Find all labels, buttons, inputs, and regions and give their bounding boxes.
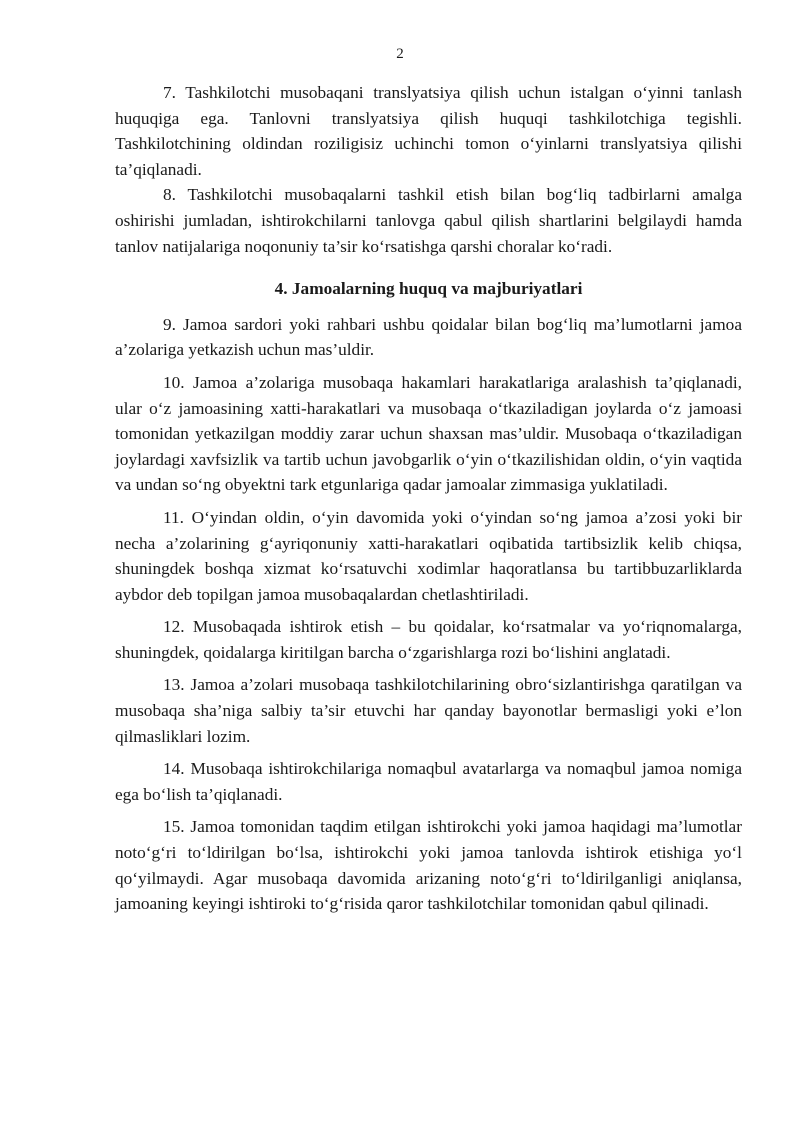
paragraph-9: 9. Jamoa sardori yoki rahbari ushbu qoidalar bilan bog‘liq ma’lumotlarni jamoa a’zolariga yetkazish uchun mas’uldir.: [115, 314, 742, 360]
paragraph-7: 7. Tashkilotchi musobaqani translyatsiya qilish uchun istalgan o‘yinni tanlash huquqiga ega. Tanlovni translyatsiya qilish huquqi tashkilotchiga tegishli. Tashkilotchining oldindan roziligisiz uchinchi tomon o‘yinlarni translyatsiya qilishi ta’qiqlanadi.: [115, 83, 742, 179]
paragraph-10: 10. Jamoa a’zolariga musobaqa hakamlari harakatlariga aralashish ta’qiqlanadi, ular o‘z jamoasining xatti-harakatlari va musobaqa o‘tkaziladigan joylarda o‘z jamoasi tomonidan yetkazilgan moddiy zarar uchun shaxsan mas’uldir. Musobaqa o‘tkaziladigan joylardagi xavfsizlik va tartib uchun javobgarlik o‘yin o‘tkazilishidan oldin, o‘yin vaqtida va undan so‘ng obyektni tark etgunlariga qadar jamoalar zimmasiga yuklatiladi.: [115, 372, 742, 495]
paragraph-12: 12. Musobaqada ishtirok etish – bu qoidalar, ko‘rsatmalar va yo‘riqnomalarga, shuningdek, qoidalarga kiritilgan barcha o‘zgarishlarga rozi bo‘lishini anglatadi.: [115, 617, 742, 662]
section-heading: 4. Jamoalarning huquq va majburiyatlari: [274, 279, 583, 299]
page-number: 2: [396, 46, 404, 62]
paragraph-11: 11. O‘yindan oldin, o‘yin davomida yoki o‘yindan so‘ng jamoa a’zosi yoki bir necha a’zolarining g‘ayriqonuniy xatti-harakatlari oqibatida tartibsizlik kelib chiqsa, shuningdek boshqa xizmat ko‘rsatuvchi xodimlar haqoratlansa bu tartibbuzarliklarda aybdor deb topilgan jamoa musobaqalardan chetlashtiriladi.: [115, 507, 742, 604]
document-body: [115, 80, 742, 917]
paragraph-15: 15. Jamoa tomonidan taqdim etilgan ishtirokchi yoki jamoa haqidagi ma’lumotlar noto‘g‘ri to‘ldirilgan bo‘lsa, ishtirokchi yoki jamoa tanlovda ishtirok etishiga yo‘l qo‘yilmaydi. Agar musobaqa davomida arizaning noto‘g‘ri to‘ldirilganligi aniqlansa, jamoaning keyingi ishtiroki to‘g‘risida qaror tashkilotchilar tomonidan qabul qilinadi.: [115, 817, 742, 914]
paragraph-8: 8. Tashkilotchi musobaqalarni tashkil etish bilan bog‘liq tadbirlarni amalga oshirishi jumladan, ishtirokchilarni tanlovga qabul qilish shartlarini belgilaydi hamda tanlov natijalariga noqonuniy ta’sir ko‘rsatishga qarshi choralar ko‘radi.: [115, 185, 742, 256]
paragraph-14: 14. Musobaqa ishtirokchilariga nomaqbul avatarlarga va nomaqbul jamoa nomiga ega bo‘lish ta’qiqlanadi.: [115, 759, 742, 804]
paragraph-13: 13. Jamoa a’zolari musobaqa tashkilotchilarining obro‘sizlantirishga qaratilgan va musobaqa sha’niga salbiy ta’sir etuvchi har qanday bayonotlar bermasligi yoki e’lon qilmasliklari lozim.: [115, 675, 742, 746]
